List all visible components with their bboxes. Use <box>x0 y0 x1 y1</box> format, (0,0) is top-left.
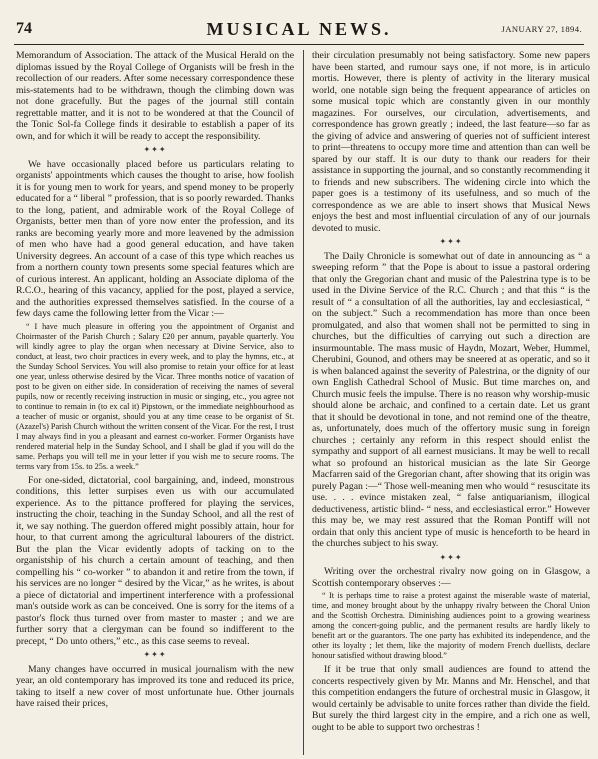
left-paragraph-4: Many changes have occurred in musical journalism with the new year, an old contemporary has improved its tone and reduced its price, taking to itself a new cover of most unfortunate hue. Other journals have raised their prices, <box>16 663 294 709</box>
right-paragraph-1: their circulation presumably not being satisfactory. Some new papers have been started, and rumour says one, if not more, is in articulo mortis. However, there is plenty of activity in the literary musical world, one notable sign being the frequent appearance of articles on some musical topic which are constantly given in our monthly magazines. For ourselves, our circulation, advertisements, and correspondence has grown greatly ; indeed, the last feature—so far as the giving of advice and answering of queries not of sufficient interest to print—threatens to occupy more time and attention than can well be spared by our staff. It is our duty to thank our readers for their assistance in supporting the journal, and so constantly recommending it to friends and new subscribers. The widening circle into which the paper goes is a testimony of its usefulness, and so much of the correspondence as we are able to insert shows that Musical News enjoys the best and most influential circulation of any of our journals devoted to music. <box>312 50 590 234</box>
column-divider <box>303 50 304 755</box>
left-paragraph-3: For one-sided, dictatorial, cool bargaining, and, indeed, monstrous conditions, this letter surpises even us with our accumulated experience. As to the pittance proffered for playing the services, instructing the choir, teaching in the Sunday School, and all the rest of it, we say nothing. The guerdon offered might possibly attain, hour for hour, to that current among the agricultural labourers of the district. But the plan the Vicar evidently adopts of tacking on to the organistship of his church a certain amount of teaching, and then compelling his “ co-worker ” to abandon it and retire from the town, if his services are no longer “ desired by the Vicar,” as he writes, is about a piece of dictatorial and impertinent interference with a professional man's outside work as can be conceived. One is sorry for the items of a pastor's flock thus turned over from master to master ; and we are further sorry that a clergyman can be found so indifferent to the precept, “ Do unto others,” etc., as this case seems to reveal. <box>16 474 294 647</box>
masthead-title: MUSICAL NEWS. <box>206 19 392 39</box>
left-column <box>16 50 294 755</box>
glasgow-quote: “ It is perhaps time to raise a protest against the miserable waste of material, time, and money brought about by the unhappy rivalry between the Choral Union and the Scottish Orchestra. Diminishing audiences point to a growing weariness among the concert-going public, and the permanent results are hardly likely to benefit art or the guarantors. The one party has exhibited its independence, and the other its loyalty ; let them, like the majority of modern French duellists, declare honour satisfied without drawing blood.” <box>312 591 590 660</box>
page-header <box>14 20 584 42</box>
section-ornament: ✦✦✦ <box>439 237 463 246</box>
page-number: 74 <box>16 20 32 37</box>
right-paragraph-3: Writing over the orchestral rivalry now going on in Glasgow, a Scottish contemporary observes :— <box>312 566 590 589</box>
right-paragraph-4: If it be true that only small audiences are found to attend the concerts respectively given by Mr. Manns and Mr. Henschel, and that this competition endangers the future of orchestral music in Glasgow, it would certainly be advisable to unite forces rather than divide the field. But surely the third largest city in the empire, and a rich one as well, ought to be able to support two orchestras ! <box>312 664 590 733</box>
right-paragraph-2: The Daily Chronicle is somewhat out of date in announcing as “ a sweeping reform ” that the Pope is about to issue a pastoral ordering that only the Gregorian chant and music of the Palestrina type is to be used in the Divine Service of the R.C. Church ; and that this “ is the result of “ a consultation of all the authorities, lay and ecclesiastical, “ on the subject.” Such a recommendation has more than once been promulgated, and also that women shall not be permitted to sing in churches, but the difficulties of carrying out such a direction are insurmountable. The mass music of Haydn, Mozart, Weber, Hummel, Cherubini, Gounod, and others may be sneered at as operatic, and so it is when balanced against the severity of Palestrina, or the dignity of our own English Cathedral School of Music. But time marches on, and Church music feels the impulse. There is no reason why worship-music should alone be archaic, and confined to a certain date. Let us grant that it should be devotional in tone, and not remind one of the theatre, as, unfortunately, does much of the offertory music sung in foreign churches ; certainly any reform in this respect should enlist the sympathy and support of all earnest musicians. It may be well to recall what so profound an historical musician as the late Sir George Macfarren said of the Gregorian chant, after showing that its origin was purely Pagan :—“ Those well-meaning men who would “ resuscitate its use. . . . evince mistaken zeal, “ false antiquarianism, illogical deductiveness, artistic blind- “ ness, and ecclesiastical error.” However this may be, we may rest assured that the Roman Pontiff will not ordain that only this ancient type of music is henceforth to be heard in the churches subject to his sway. <box>312 250 590 549</box>
left-paragraph-1: Memorandum of Association. The attack of the Musical Herald on the diplomas issued by the Royal College of Organists will be fresh in the recollection of our readers. After some necessary correspondence these mis-statements had to be withdrawn, though the climbing down was not done gracefully. But the pages of the journal still contain regrettable matter, and it is not to be wondered at that the Council of the Tonic Sol-fa College finds it desirable to establish a paper of its own, and for which it will be ready to accept the responsibility. <box>16 50 294 142</box>
section-ornament: ✦✦✦ <box>143 650 167 659</box>
article-columns <box>14 50 590 755</box>
section-ornament: ✦✦✦ <box>439 552 463 562</box>
vicar-letter-quote: “ I have much pleasure in offering you the appointment of Organist and Choirmaster of the Parish Church ; Salary £20 per annum, payable quarterly. You will kindly agree to play the organ when necessary at Divine Service, also to conduct, at least, two choir practices in every week, and to play the hymns, etc., at the Sunday School Services. You will also promise to retain your office for at least one year, unless otherwise desired by the Vicar. Three months notice of vacation of post to be given on either side. In consideration of receiving the names of several pupils, now or recently receiving instruction in music or singing, etc., you agree not to continue to remain in (to ex cal it) Pipstown, or the immediate neighbourhood as a teacher of music or organist, should you at any time cease to be organist of St. (Azazel's) Parish Church without the written consent of the Vicar. For the rest, I trust I may always find in you a pleasant and earnest co-worker. Former Organists have rendered material help in the Sunday School, and I shall be glad if you will do the same. Perhaps you will tell me in your letter if you wish me to secure rooms. The terms vary from 15s. to 25s. a week.” <box>16 321 294 471</box>
header-rule <box>14 44 584 45</box>
issue-date: JANUARY 27, 1894. <box>501 24 582 34</box>
section-ornament: ✦✦✦ <box>143 145 167 154</box>
right-column <box>312 50 590 755</box>
left-paragraph-2: We have occasionally placed before us particulars relating to organists' appointments which causes the thought to arise, how foolish it is for young men to work for years, and spend money to be properly educated for a “ liberal ” profession, that is so poorly rewarded. Thanks to the long, patient, and admirable work of the Royal College of Organists, better men than of yore now enter the profession, and its ranks are becoming yearly more and more leavened by the admission of men who have had a good general education, and have taken University degrees. An account of a case of this type which reaches us from a northern county town presents some special features which are of curious interest. An applicant, holding an Associate diploma of the R.C.O., hearing of this vacancy, applied for the post, played a service, and the authorities expressed themselves satisfied. In the course of a few days came the following letter from the Vicar :— <box>16 158 294 319</box>
